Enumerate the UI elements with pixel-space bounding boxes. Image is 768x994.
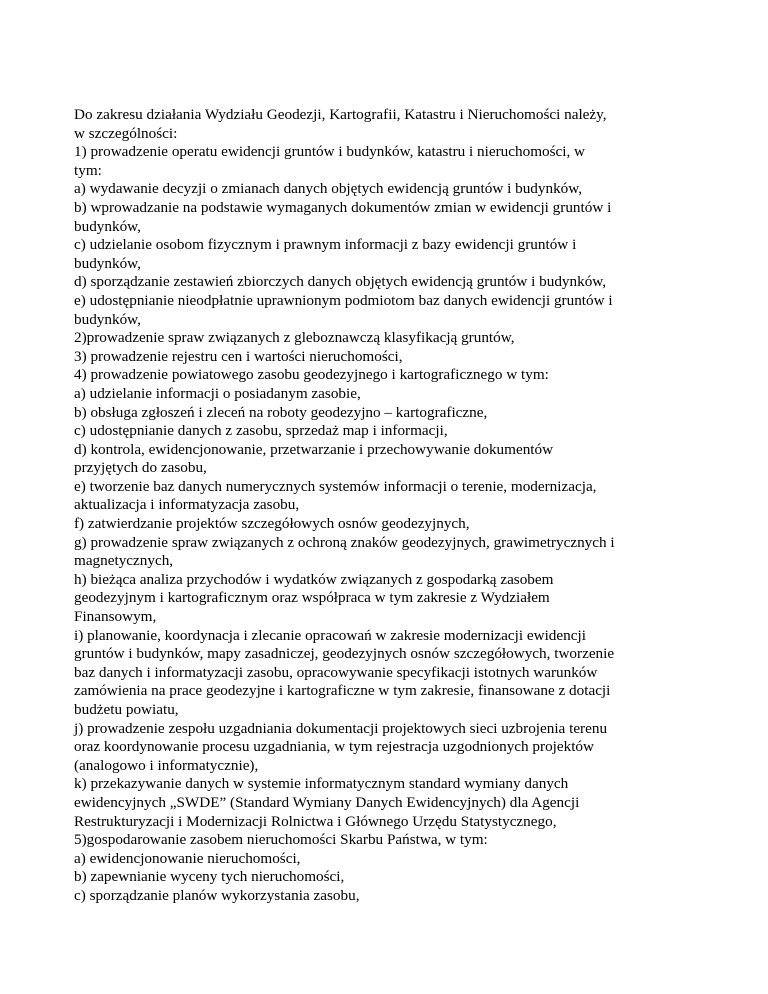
text-line: w szczególności: — [74, 124, 178, 142]
text-line: d) kontrola, ewidencjonowanie, przetwarzanie i przechowywanie dokumentów — [74, 440, 554, 458]
text-line: c) udzielanie osobom fizycznym i prawnym informacji z bazy ewidencji gruntów i — [74, 236, 577, 254]
text-line: 1) prowadzenie operatu ewidencji gruntów i budynków, katastru i nieruchomości, w — [74, 143, 586, 161]
text-line: Restrukturyzacji i Modernizacji Rolnictwa i Głównego Urzędu Statystycznego, — [74, 812, 557, 830]
text-line: 5)gospodarowanie zasobem nieruchomości Skarbu Państwa, w tym: — [74, 831, 488, 849]
text-line: a) ewidencjonowanie nieruchomości, — [74, 849, 301, 867]
text-line: c) sporządzanie planów wykorzystania zasobu, — [74, 886, 360, 904]
text-line: b) obsługa zgłoszeń i zleceń na roboty geodezyjno – kartograficzne, — [74, 403, 488, 421]
text-line: budynków, — [74, 254, 141, 272]
text-line: (analogowo i informatycznie), — [74, 756, 259, 774]
text-line: a) udzielanie informacji o posiadanym zasobie, — [74, 384, 361, 402]
text-line: 4) prowadzenie powiatowego zasobu geodezyjnego i kartograficznego w tym: — [74, 366, 549, 384]
text-line: i) planowanie, koordynacja i zlecanie opracowań w zakresie modernizacji ewidencji — [74, 626, 586, 644]
text-line: c) udostępnianie danych z zasobu, sprzedaż map i informacji, — [74, 422, 448, 440]
text-line: budżetu powiatu, — [74, 701, 179, 718]
text-line: j) prowadzenie zespołu uzgadniania dokumentacji projektowych sieci uzbrojenia terenu — [74, 719, 608, 737]
text-line: budynków, — [74, 217, 141, 235]
text-line: ewidencyjnych „SWDE” (Standard Wymiany Danych Ewidencyjnych) dla Agencji — [74, 793, 580, 811]
text-line: budynków, — [74, 310, 141, 328]
text-line: Do zakresu działania Wydziału Geodezji, Kartografii, Katastru i Nieruchomości należy, — [74, 106, 607, 123]
text-line: gruntów i budynków, mapy zasadniczej, geodezyjnych osnów szczegółowych, tworzenie — [74, 645, 615, 663]
text-line: Finansowym, — [74, 608, 157, 626]
text-line: b) wprowadzanie na podstawie wymaganych dokumentów zmian w ewidencji gruntów i — [74, 198, 612, 216]
text-line: f) zatwierdzanie projektów szczegółowych osnów geodezyjnych, — [74, 515, 470, 533]
text-line: g) prowadzenie spraw związanych z ochroną znaków geodezyjnych, grawimetrycznych i — [74, 533, 615, 551]
text-line: e) udostępnianie nieodpłatnie uprawnionym podmiotom baz danych ewidencji gruntów i — [74, 291, 613, 309]
text-line: geodezyjnym i kartograficznym oraz współpraca w tym zakresie z Wydziałem — [74, 589, 550, 607]
text-line: e) tworzenie baz danych numerycznych systemów informacji o terenie, modernizacja, — [74, 477, 597, 495]
text-line: aktualizacja i informatyzacja zasobu, — [74, 496, 300, 514]
text-line: baz danych i informatyzacji zasobu, opracowywanie specyfikacji istotnych warunków — [74, 663, 598, 681]
text-line: oraz koordynowanie procesu uzgadniania, w tym rejestracja uzgodnionych projektów — [74, 738, 594, 756]
text-line: k) przekazywanie danych w systemie informatycznym standard wymiany danych — [74, 775, 569, 793]
text-line: a) wydawanie decyzji o zmianach danych objętych ewidencją gruntów i budynków, — [74, 180, 583, 198]
text-line: h) bieżąca analiza przychodów i wydatków związanych z gospodarką zasobem — [74, 570, 554, 588]
text-line: 3) prowadzenie rejestru cen i wartości nieruchomości, — [74, 347, 403, 365]
text-line: magnetycznych, — [74, 552, 174, 570]
text-line: d) sporządzanie zestawień zbiorczych danych objętych ewidencją gruntów i budynków, — [74, 273, 607, 291]
text-line: 2)prowadzenie spraw związanych z gleboznawczą klasyfikacją gruntów, — [74, 329, 515, 347]
text-line: b) zapewnianie wyceny tych nieruchomości, — [74, 868, 345, 886]
text-line: tym: — [74, 161, 102, 179]
text-line: przyjętych do zasobu, — [74, 459, 207, 477]
document-body — [74, 106, 734, 906]
text-line: zamówienia na prace geodezyjne i kartograficzne w tym zakresie, finansowane z dotacji — [74, 682, 611, 700]
